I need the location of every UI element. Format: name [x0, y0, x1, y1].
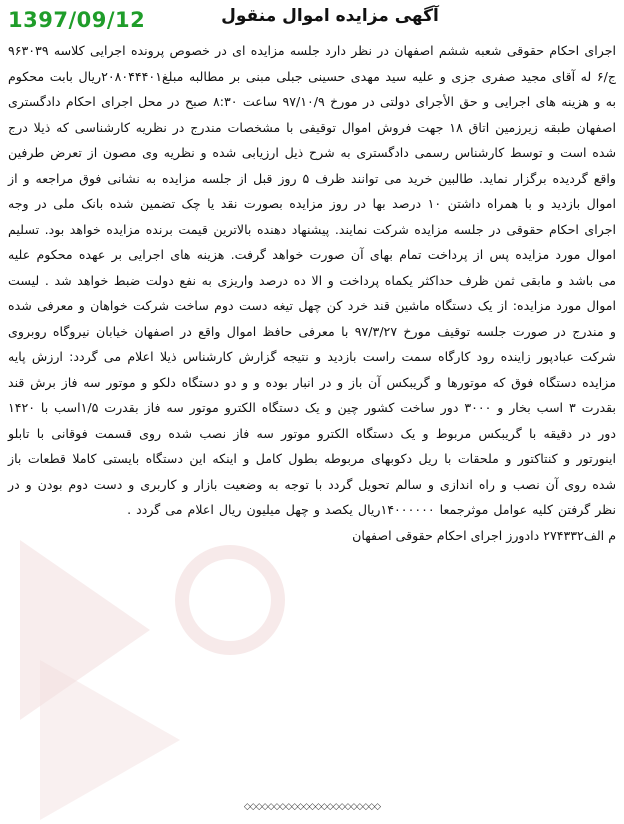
notice-body: [8, 38, 616, 548]
notice-reference: م الف۲۷۴۳۳۲ دادورز اجرای احکام حقوقی اصفهان: [352, 527, 616, 543]
bottom-divider: ◇◇◇◇◇◇◇◇◇◇◇◇◇◇◇◇◇◇◇◇◇◇◇: [243, 802, 381, 812]
notice-body-text: اجرای احکام حقوقی شعبه ششم اصفهان در نظر دارد جلسه مزایده ای در خصوص پرونده اجرایی کلاسه ۹۶۳۰۳۹ ج/۶ له آقای مجید صفری جزی و علیه سید مهدی حسینی جبلی مبنی بر مطالبه مبلغ۲۰۸۰۴۴۴۰۱ریال بابت محکوم به و هزینه های اجرایی و حق الأجرای دولتی در مورخ ۹۷/۱۰/۹ ساعت ۸:۳۰ صبح در محل اجرای احکام دادگستری اصفهان طبقه زیرزمین اتاق ۱۸ جهت فروش اموال توقیفی با مشخصات مندرج در نظریه کارشناسی که ذیلا درج شده است و توسط کارشناس رسمی دادگستری به شرح ذیل ارزیابی شده و نظریه وی مصون از تعرض طرفین واقع گردیده برگزار نماید. طالبین خرید می توانند ظرف ۵ روز قبل از جلسه مزایده به نشانی فوق مراجعه و از اموال بازدید و با همراه داشتن ۱۰ درصد بها در روز مزایده بصورت نقد یا چک تضمین شده بانک ملی در وجه اجرای احکام حقوقی در جلسه مزایده شرکت نمایند. پیشنهاد دهنده بالاترین قیمت برنده مزایده خواهد بود. تسلیم اموال مورد مزایده پس از پرداخت تمام بهای آن صورت خواهد گرفت. هزینه های اجرایی بر عهده محکوم علیه می باشد و مابقی ثمن ظرف حداکثر یکماه پرداخت و الا ده درصد واریزی به نفع دولت ضبط خواهد شد . لیست اموال مورد مزایده: از یک دستگاه ماشین قند خرد کن چهل تیغه دست دوم ساخت شرکت خواهان و معرفی شده و مندرج در صورت جلسه توقیف مورخ ۹۷/۳/۲۷ با معرفی حافظ اموال واقع در اصفهان خیابان نیروگاه روبروی شرکت عبادپور زاینده رود کارگاه سمت راست بازدید و نتیجه گزارش کارشناس ذیلا اعلام می گردد: ارزش پایه مزایده دستگاه فوق که موتورها و گریبکس آن باز و در انبار بوده و و دو دستگاه دلکو و موتور سه فاز برش قند بقدرت ۳ اسب بخار و ۳۰۰۰ دور ساخت کشور چین و یک دستگاه الکترو موتور سه فاز بقدرت ۱/۵اسب با ۱۴۲۰ دور در دقیقه با گریبکس مربوط و یک دستگاه الکترو موتور سه فاز نصب شده روی قسمت فوقانی با تابلو اینورتور و کنتاکتور و ملحقات با ریل دکوبهای مربوطه بطول کامل و اینکه این دستگاه بایستی کاملا قطعات باز شده روی آن نصب و راه اندازی و سالم تحویل گردد با توجه به وضعیت بازار و کاربری و دست دوم بودن و در نظر گرفتن کلیه عوامل موثرجمعا ۱۴۰۰۰۰۰۰ریال یکصد و چهل میلیون ریال اعلام می گردد .: [8, 43, 617, 517]
date-stamp: 1397/09/12: [8, 8, 146, 32]
notice-title: آگهی مزایده اموال منقول: [221, 6, 439, 26]
